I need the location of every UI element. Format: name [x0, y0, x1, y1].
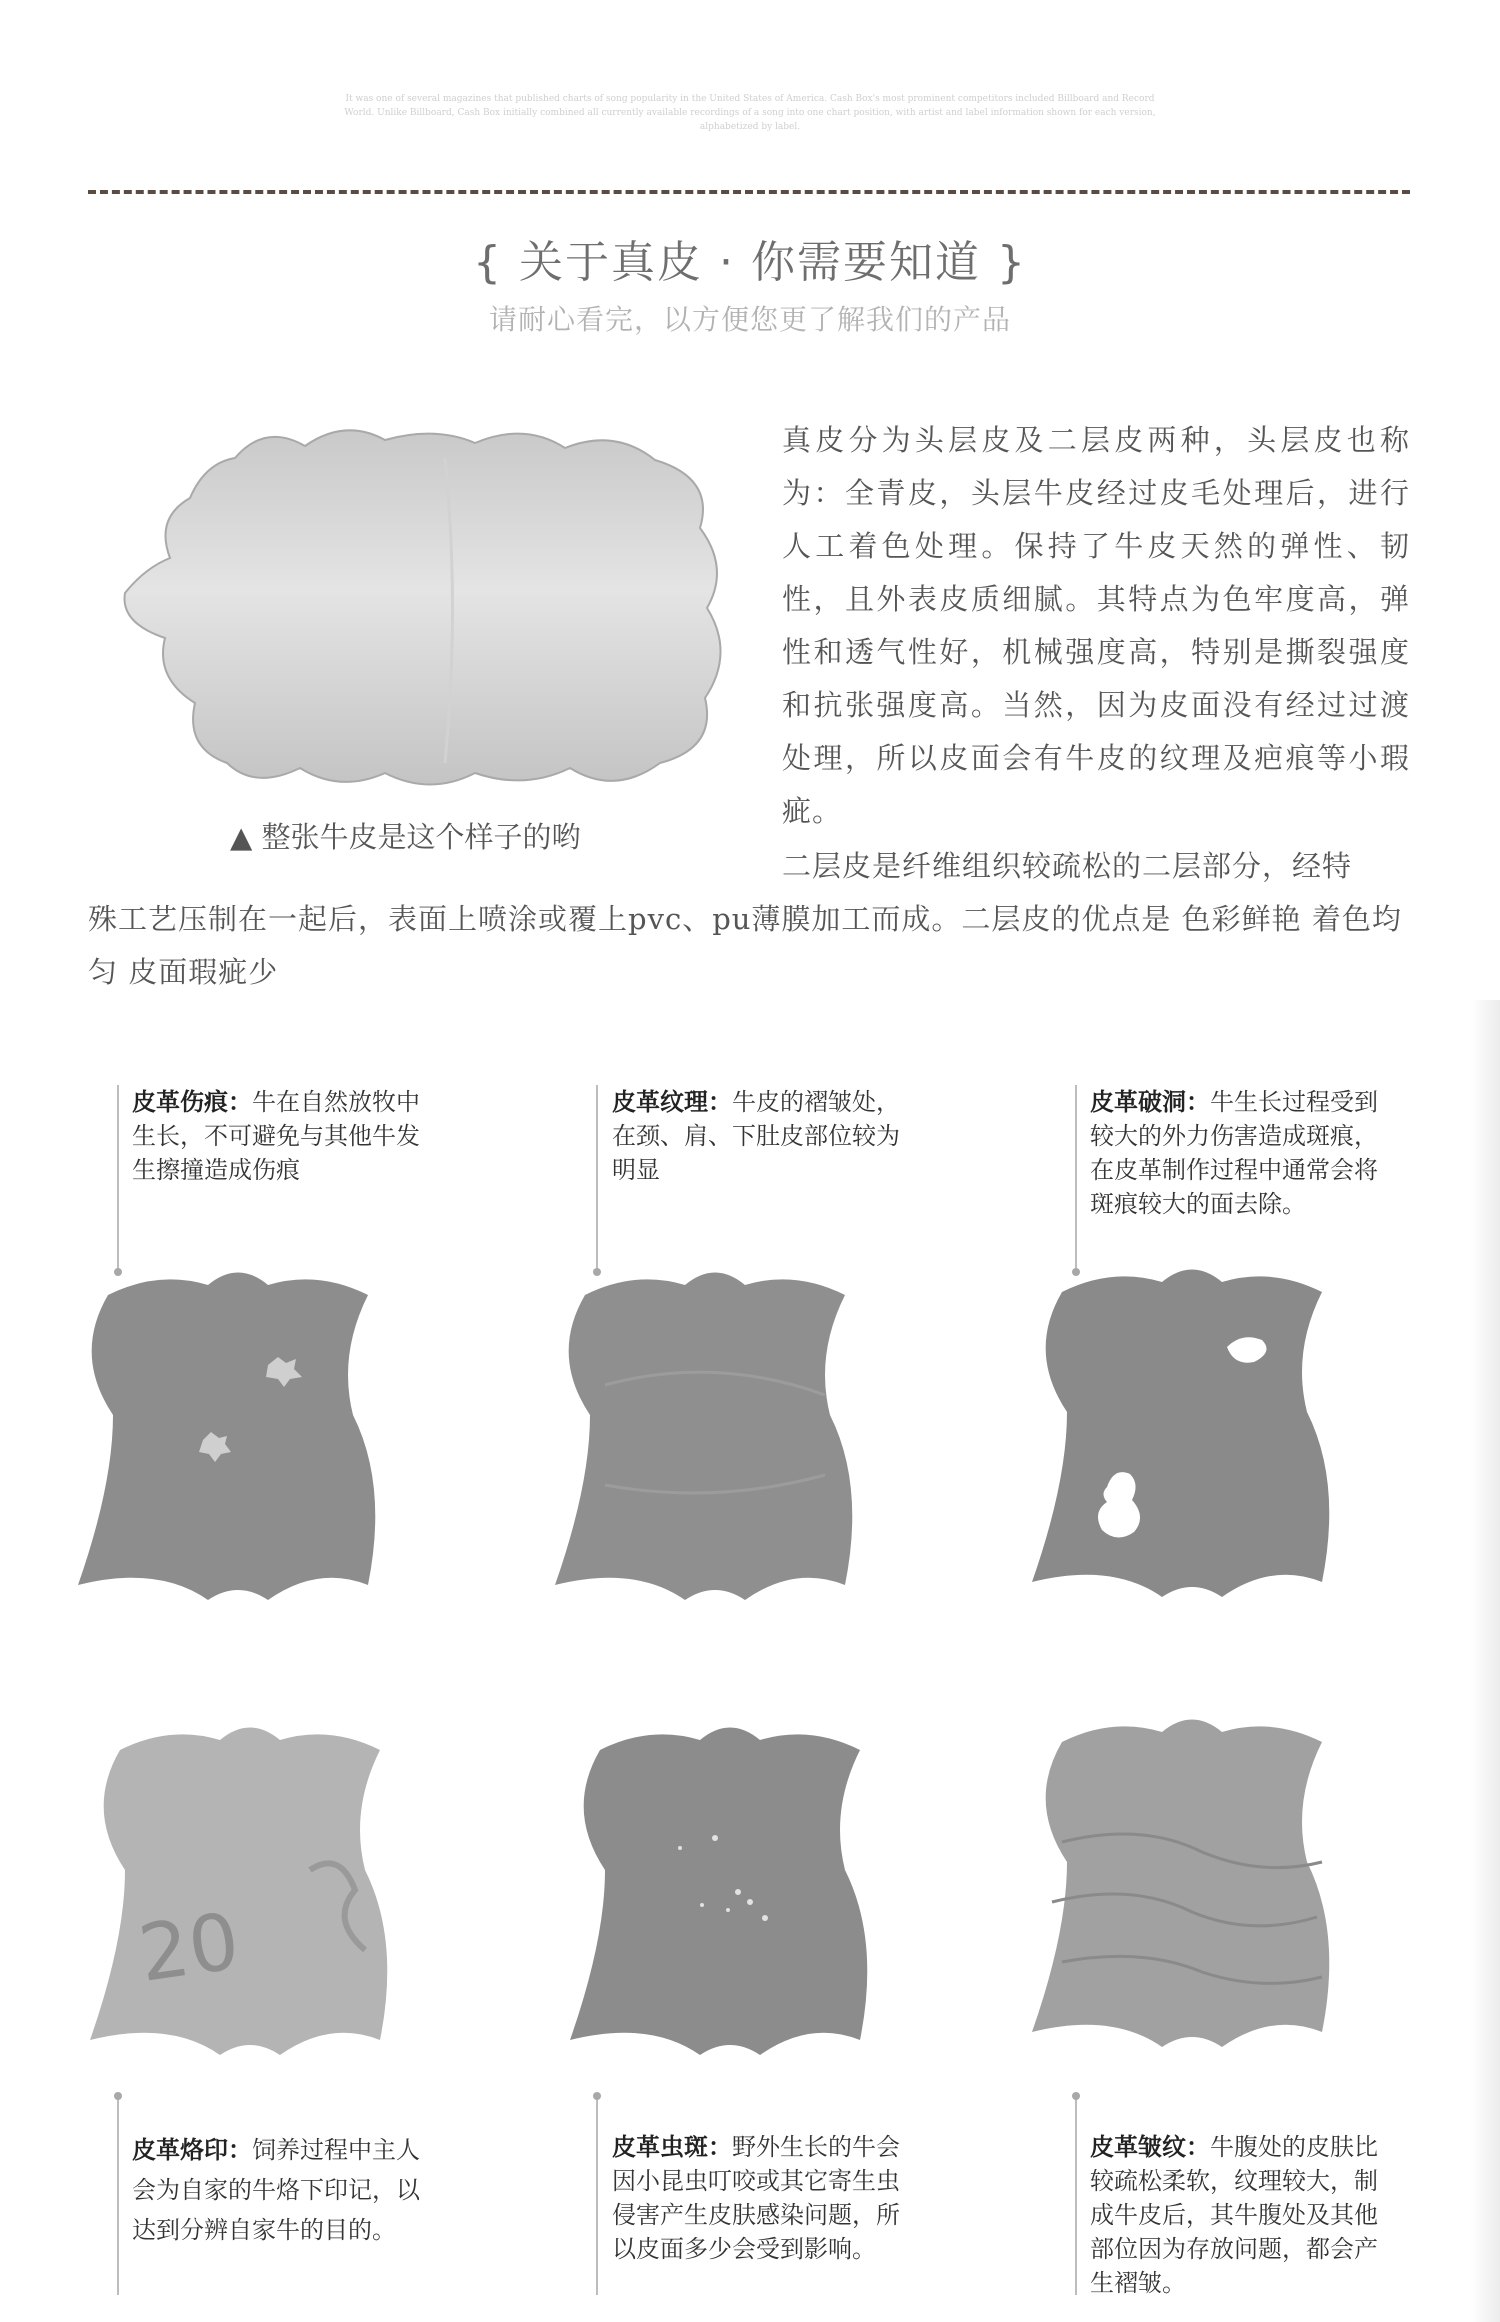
callout-line [596, 1085, 598, 1269]
brand-mark-text: 20 [133, 1896, 245, 2000]
callout-line [117, 2095, 119, 2295]
defect-texture-title: 皮革纹理： [612, 1088, 732, 1116]
defect-hole-title: 皮革破洞： [1090, 1088, 1210, 1116]
defect-hole-text [1090, 1085, 1380, 1221]
leather-scar-image [68, 1265, 408, 1625]
defect-scar-title: 皮革伤痕： [132, 1088, 252, 1116]
leather-brand-image [80, 1720, 420, 2080]
leather-insect-image [560, 1720, 900, 2080]
header-fine-print: It was one of several magazines that published charts of song popularity in the United States of America. Cash Box's most prominent competitors included Billboard and Record World. Unlike Billboard, Cash Box initially combined all currently available recordings of a song into one chart position, with artist and label information shown for each version, alphabetized by label. [344, 94, 1156, 132]
callout-line [1075, 1085, 1077, 1269]
cowhide-caption: ▲ 整张牛皮是这个样子的哟 [230, 820, 581, 854]
defect-insect-desc: 野外生长的牛会因小昆虫叮咬或其它寄生虫侵害产生皮肤感染问题，所以皮面多少会受到影响。 [612, 2133, 900, 2263]
callout-line [596, 2095, 598, 2295]
defect-texture-text [612, 1085, 902, 1187]
intro-paragraph-2-start: 二层皮是纤维组织较疏松的二层部分，经特 [782, 849, 1353, 883]
intro-paragraph-2-continued: 殊工艺压制在一起后，表面上喷涂或覆上pvc、pu薄膜加工而成。二层皮的优点是 色彩鲜艳 着色均匀 皮面瑕疵少 [88, 902, 1402, 989]
defect-wrinkle-desc: 牛腹处的皮肤比较疏松柔软，纹理较大，制成牛皮后，其牛腹处及其他部位因为存放问题，都会产生褶皱。 [1090, 2133, 1378, 2297]
callout-line [117, 1085, 119, 1269]
defect-brand-text [132, 2130, 422, 2250]
defect-insect-text [612, 2130, 902, 2266]
defect-wrinkle-title: 皮革皱纹： [1090, 2133, 1210, 2161]
leather-wrinkle-image [1022, 1712, 1362, 2072]
defect-brand-desc: 饲养过程中主人会为自家的牛烙下印记，以达到分辨自家牛的目的。 [132, 2136, 420, 2244]
whole-cowhide-image [115, 418, 735, 796]
leather-hole-image [1022, 1262, 1362, 1622]
dashed-divider [88, 190, 1410, 194]
page-title: { 关于真皮 · 你需要知道 } [473, 237, 1027, 288]
callout-dot [1072, 2092, 1080, 2100]
defect-brand-title: 皮革烙印： [132, 2136, 252, 2164]
leather-texture-image [545, 1265, 885, 1625]
defect-insect-title: 皮革虫斑： [612, 2133, 732, 2161]
page-subtitle: 请耐心看完，以方便您更了解我们的产品 [488, 303, 1011, 336]
defect-scar-desc: 牛在自然放牧中生长，不可避免与其他牛发生擦撞造成伤痕 [132, 1088, 420, 1184]
page-edge-shadow [1470, 1000, 1500, 2322]
callout-dot [114, 2092, 122, 2100]
defect-texture-desc: 牛皮的褶皱处，在颈、肩、下肚皮部位较为明显 [612, 1088, 900, 1184]
callout-line [1075, 2095, 1077, 2295]
intro-paragraph-1: 真皮分为头层皮及二层皮两种，头层皮也称为：全青皮，头层牛皮经过皮毛处理后，进行人工着色处理。保持了牛皮天然的弹性、韧性，且外表皮质细腻。其特点为色牢度高，弹性和透气性好，机械强度高，特别是撕裂强度和抗张强度高。当然，因为皮面没有经过过渡处理，所以皮面会有牛皮的纹理及疤痕等小瑕疵。 [782, 423, 1410, 828]
defect-hole-desc: 牛生长过程受到较大的外力伤害造成斑痕，在皮革制作过程中通常会将斑痕较大的面去除。 [1090, 1088, 1378, 1218]
callout-dot [593, 2092, 601, 2100]
defect-scar-text [132, 1085, 422, 1187]
defect-wrinkle-text [1090, 2130, 1380, 2300]
